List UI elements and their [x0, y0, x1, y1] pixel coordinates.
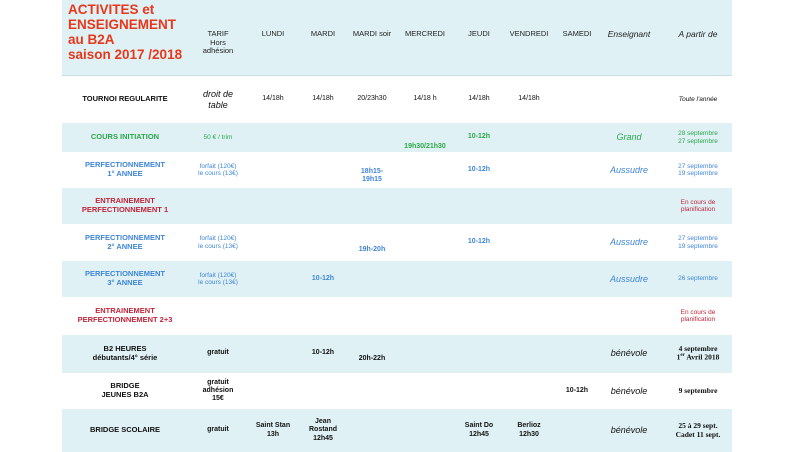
vendredi-cell: 14/18h [518, 95, 540, 103]
table-row-entrainement-2-3 [62, 297, 732, 335]
mardi-soir-cell: 19h-20h [358, 246, 386, 254]
enseignant-cell: Aussudre [609, 164, 649, 175]
mardi-soir-cell: 20h-22h [358, 355, 386, 363]
tarif-cell: gratuit [207, 349, 229, 357]
col-lundi: LUNDI [261, 29, 285, 38]
a-partir-cell: 25 à 29 sept. Cadet 11 sept. [675, 420, 721, 439]
document-title: ACTIVITES et ENSEIGNEMENT au B2A saison 2017 /2018 [68, 2, 183, 63]
activity-label: PERFECTIONNEMENT 3° ANNEE [84, 269, 165, 287]
mardi-cell: 14/18h [312, 95, 334, 103]
mardi-cell: 10-12h [311, 349, 335, 357]
mercredi-cell: 19h30/21h30 [404, 143, 446, 151]
a-partir-cell: Toute l'année [678, 95, 718, 103]
enseignant-cell: Aussudre [609, 237, 649, 248]
table-row-perf-3 [62, 261, 732, 297]
tarif-cell: forfait (120€) le cours (13€) [198, 271, 238, 286]
table-row-tournoi [62, 76, 732, 123]
a-partir-cell: 27 septembre 19 septembre [678, 162, 718, 177]
enseignant-cell: bénévole [610, 425, 648, 436]
a-partir-cell: 26 septembre [678, 275, 718, 283]
col-vendredi: VENDREDI [509, 29, 549, 38]
col-tarif: TARIF Hors adhésion [202, 29, 234, 56]
table-row-initiation [62, 123, 732, 152]
enseignant-cell: bénévole [610, 348, 648, 359]
jeudi-cell: 10-12h [467, 238, 491, 246]
col-enseignant: Enseignant [607, 29, 651, 39]
table-row-perf-1 [62, 152, 732, 188]
mercredi-cell: 10-12h [467, 165, 491, 173]
activity-label: ENTRAINEMENT PERFECTIONNEMENT 1 [81, 196, 169, 214]
activity-label: BRIDGE SCOLAIRE [89, 425, 160, 435]
col-mardi: MARDI [310, 29, 336, 38]
lundi-cell: Saint Stan 13h [255, 422, 291, 438]
mardi-soir-cell: 20/23h30 [357, 95, 387, 103]
activity-label: COURS INITIATION [90, 132, 160, 142]
tarif-cell: droit de table [202, 89, 234, 110]
mardi-soir-cell: 18h15- 19h15 [360, 167, 384, 183]
a-partir-line-1: 4 septembre [678, 343, 718, 353]
mardi-cell: Jean Rostand 12h45 [309, 418, 337, 442]
tarif-cell: gratuit adhésion 15€ [202, 378, 234, 403]
activity-label: ENTRAINEMENT PERFECTIONNEMENT 2+3 [77, 306, 173, 324]
a-partir-cell: En cours de planification [680, 198, 716, 213]
a-partir-cell: 28 septembre 27 septembre [678, 130, 718, 145]
col-mardi-soir: MARDI soir [352, 29, 392, 38]
table-row-b2-heures [62, 335, 732, 372]
activity-label: B2 HEURES débutants/4° série [92, 343, 158, 362]
activity-label: PERFECTIONNEMENT 1° ANNEE [84, 160, 165, 178]
table-header [62, 0, 732, 76]
samedi-cell: 10-12h [565, 386, 589, 394]
enseignant-cell: Aussudre [609, 273, 649, 284]
a-partir-line-2: 1er Avril 2018 [676, 352, 720, 362]
a-partir-cell [664, 335, 732, 372]
col-mercredi: MERCREDI [404, 29, 445, 38]
col-jeudi: JEUDI [468, 29, 490, 38]
tarif-cell: 50 € / trim [203, 133, 233, 141]
activity-label: PERFECTIONNEMENT 2° ANNEE [84, 232, 165, 251]
table-row-bridge-scolaire [62, 409, 732, 452]
lundi-cell: 14/18h [262, 95, 284, 103]
jeudi-cell: Saint Do 12h45 [464, 422, 494, 438]
a-partir-cell: 27 septembre 19 septembre [678, 235, 718, 250]
vendredi-cell: Berlioz 12h30 [517, 422, 541, 438]
schedule-table [62, 0, 732, 452]
a-partir-cell: 9 septembre [678, 385, 718, 395]
table-row-bridge-jeunes [62, 372, 732, 409]
enseignant-cell: bénévole [610, 385, 648, 396]
tarif-cell: forfait (120€) le cours (13€) [198, 162, 238, 177]
jeudi-cell: 10-12h [467, 133, 491, 141]
jeudi-cell: 14/18h [468, 95, 490, 103]
tarif-cell: gratuit [207, 426, 229, 434]
mercredi-cell: 14/18 h [413, 95, 437, 103]
activity-label: BRIDGE JEUNES B2A [101, 381, 149, 399]
activity-label: TOURNOI REGULARITE [82, 94, 168, 104]
a-partir-cell: En cours de planification [680, 308, 716, 323]
col-samedi: SAMEDI [562, 29, 592, 38]
tarif-cell: forfait (120€) le cours (13€) [198, 235, 238, 250]
mardi-cell: 10-12h [311, 274, 335, 282]
table-row-entrainement-1 [62, 188, 732, 224]
col-a-partir: A partir de [678, 29, 718, 39]
table-row-perf-2 [62, 224, 732, 261]
enseignant-cell: Grand [616, 132, 642, 143]
